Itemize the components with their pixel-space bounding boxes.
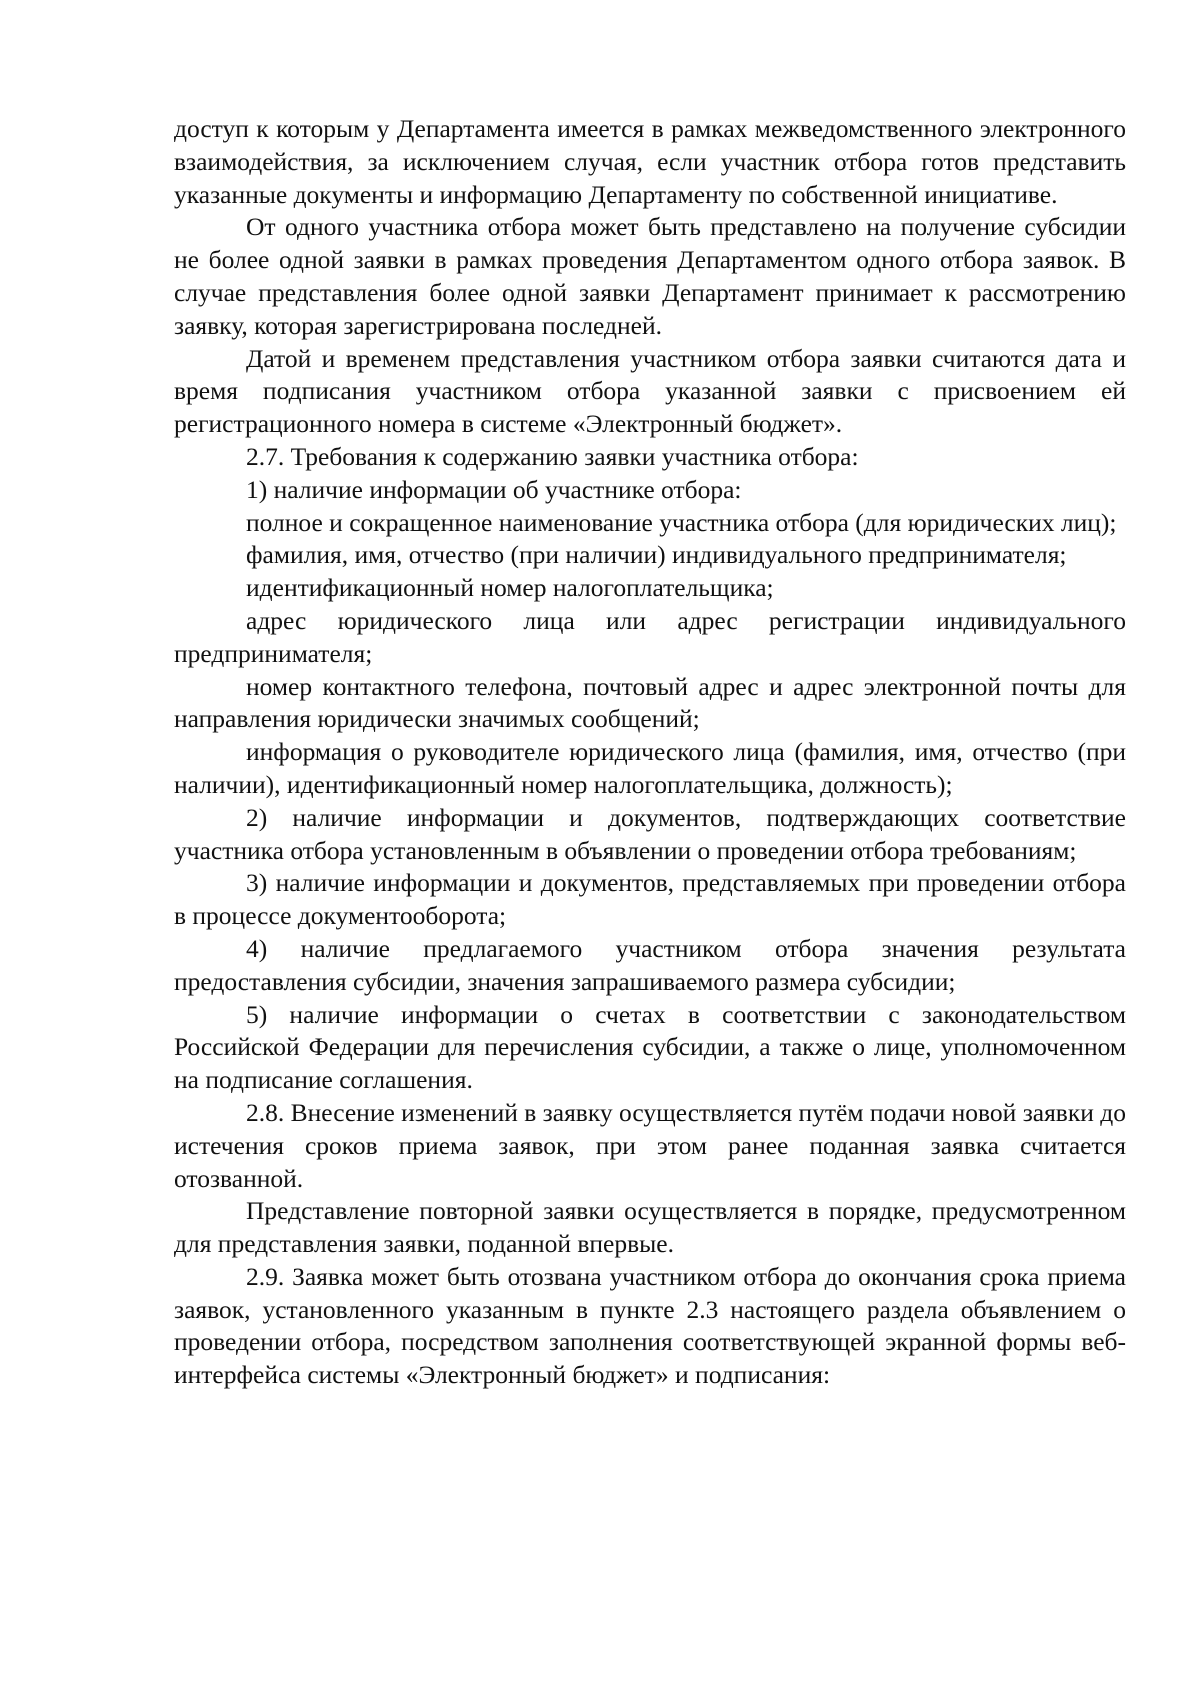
paragraph: Датой и временем представления участником отбора заявки считаются дата и время подписания участником отбора указанной заявки с присвоением ей регистрационного номера в системе «Электронный бюджет».: [174, 343, 1126, 439]
list-item: 1) наличие информации об участнике отбора:: [246, 474, 742, 504]
list-item: полное и сокращенное наименование участника отбора (для юридических лиц);: [246, 507, 1117, 537]
document-page: [174, 113, 1126, 1392]
paragraph: доступ к которым у Департамента имеется в рамках межведомственного электронного взаимодействия, за исключением случая, если участник отбора готов представить указанные документы и информацию Департаменту по собственной инициативе.: [174, 114, 1126, 209]
section-paragraph: 2.9. Заявка может быть отозвана участником отбора до окончания срока приема заявок, установленного указанным в пункте 2.3 настоящего раздела объявлением о проведении отбора, посредством заполнения соответствующей экранной формы веб-интерфейса системы «Электронный бюджет» и подписания:: [174, 1261, 1126, 1390]
list-item: 4) наличие предлагаемого участником отбора значения результата предоставления субсидии, значения запрашиваемого размера субсидии;: [174, 933, 1126, 996]
list-item: информация о руководителе юридического лица (фамилия, имя, отчество (при наличии), идентификационный номер налогоплательщика, должность);: [174, 737, 1126, 799]
paragraph: Представление повторной заявки осуществляется в порядке, предусмотренном для представления заявки, поданной впервые.: [174, 1196, 1126, 1259]
list-item: 5) наличие информации о счетах в соответствии с законодательством Российской Федерации для перечисления субсидии, а также о лице, уполномоченном на подписание соглашения.: [174, 999, 1126, 1095]
section-heading: 2.7. Требования к содержанию заявки участника отбора:: [246, 441, 859, 471]
list-item: фамилия, имя, отчество (при наличии) индивидуального предпринимателя;: [246, 540, 1067, 570]
list-item: адрес юридического лица или адрес регистрации индивидуального предпринимателя;: [174, 605, 1126, 668]
list-item: номер контактного телефона, почтовый адрес и адрес электронной почты для направления юридически значимых сообщений;: [174, 671, 1126, 734]
list-item: 2) наличие информации и документов, подтверждающих соответствие участника отбора установленным в объявлении о проведении отбора требованиям;: [174, 802, 1126, 865]
paragraph: От одного участника отбора может быть представлено на получение субсидии не более одной заявки в рамках проведения Департаментом одного отбора заявок. В случае представления более одной заявки Департамент принимает к рассмотрению заявку, которая зарегистрирована последней.: [174, 212, 1126, 340]
section-paragraph: 2.8. Внесение изменений в заявку осуществляется путём подачи новой заявки до истечения сроков приема заявок, при этом ранее поданная заявка считается отозванной.: [174, 1097, 1126, 1193]
list-item: 3) наличие информации и документов, представляемых при проведении отбора в процессе документооборота;: [174, 868, 1126, 931]
list-item: идентификационный номер налогоплательщика;: [246, 573, 774, 603]
